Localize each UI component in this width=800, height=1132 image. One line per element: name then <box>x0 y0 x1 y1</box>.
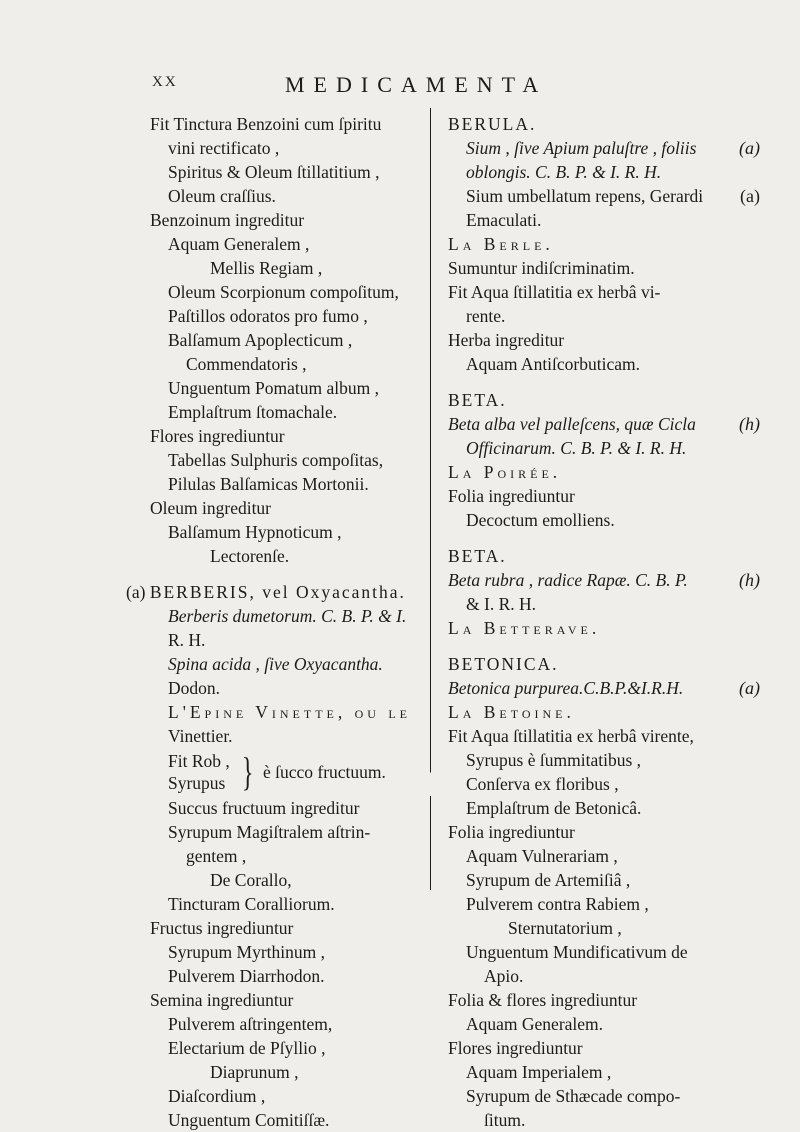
line-text: Beta rubra , radice Rapæ. C. B. P. <box>448 570 688 590</box>
text-line: Aquam Imperialem , <box>466 1062 612 1082</box>
text-line: vini rectificato , <box>168 138 280 158</box>
line-text: Beta alba vel palleſcens, quæ Cicla <box>448 414 696 434</box>
text-line: Tincturam Coralliorum. <box>168 894 335 914</box>
text-line: Folia ingrediuntur <box>448 822 575 842</box>
footnote-marker: (h) <box>739 570 760 590</box>
text-line: Diaſcordium , <box>168 1086 266 1106</box>
text-line: Decoctum emolliens. <box>466 510 615 530</box>
text-line: gentem , <box>186 846 247 866</box>
text-line: Oleum Scorpionum compoſitum, <box>168 282 399 302</box>
text-line: Fit Aqua ſtillatitia ex herbâ virente, <box>448 726 694 746</box>
brace-symbol: } <box>241 749 254 794</box>
text-line <box>448 412 760 436</box>
text-line: Syrupum de Artemiſiâ , <box>466 870 631 890</box>
french-name: La Poirée. <box>448 462 562 482</box>
text-line: oblongis. C. B. P. & I. R. H. <box>466 162 662 182</box>
text-line: Paſtillos odoratos pro fumo , <box>168 306 368 326</box>
text-line: ſitum. <box>484 1110 526 1130</box>
text-line: Benzoinum ingreditur <box>150 210 305 230</box>
french-name: La Betoine. <box>448 702 575 722</box>
text-line <box>448 676 760 700</box>
text-line: Balſamum Apoplecticum , <box>168 330 353 350</box>
text-line: Semina ingrediuntur <box>150 990 294 1010</box>
text-line: Commendatoris , <box>186 354 307 374</box>
text-line: Succus fructuum ingreditur <box>168 798 360 818</box>
text-line <box>448 568 760 592</box>
text-line: Syrupus è ſummitatibus , <box>466 750 641 770</box>
text-line: Syrupum Magiſtralem aſtrin- <box>168 822 371 842</box>
french-name: La Berle. <box>448 234 554 254</box>
text-line: Fructus ingrediuntur <box>150 918 294 938</box>
page-number: XX <box>152 74 178 90</box>
text-line: Folia ingrediuntur <box>448 486 575 506</box>
text-line <box>448 184 760 208</box>
line-text: Sium , ſive Apium paluſtre , foliis <box>466 138 697 158</box>
french-name: La Betterave. <box>448 618 601 638</box>
text-line: Officinarum. C. B. P. & I. R. H. <box>466 438 687 458</box>
text-line: Oleum craſſius. <box>168 186 276 206</box>
footnote-marker: (h) <box>739 414 760 434</box>
entry-heading <box>126 580 425 604</box>
text-line: Pulverem Diarrhodon. <box>168 966 325 986</box>
text-line: Pulverem contra Rabiem , <box>466 894 649 914</box>
text-line: Mellis Regiam , <box>210 258 323 278</box>
footnote-marker: (a) <box>739 138 760 158</box>
entry-title: BERULA. <box>448 114 537 134</box>
text-line: R. H. <box>168 630 206 650</box>
text-line: Aquam Antiſcorbuticam. <box>466 354 640 374</box>
text-line: Spina acida , ſive Oxyacantha. <box>168 654 383 674</box>
footnote-marker: (a) <box>126 582 146 602</box>
entry-title: BETONICA. <box>448 654 559 674</box>
text-line: De Corallo, <box>210 870 292 890</box>
text-line: Sternutatorium , <box>508 918 622 938</box>
text-line: Spiritus & Oleum ſtillatitium , <box>168 162 380 182</box>
text-line: rente. <box>466 306 506 326</box>
text-line: Berberis dumetorum. C. B. P. & I. <box>168 606 407 626</box>
text-line: Aquam Vulnerariam , <box>466 846 618 866</box>
text-line: Vinettier. <box>168 726 233 746</box>
text-line: Balſamum Hypnoticum , <box>168 522 342 542</box>
line-text: Betonica purpurea.C.B.P.&I.R.H. <box>448 678 684 698</box>
footnote-marker: (a) <box>739 678 760 698</box>
text-line: Diaprunum , <box>210 1062 299 1082</box>
column-divider <box>430 108 431 890</box>
line-text: Sium umbellatum repens, Gerardi <box>466 186 704 206</box>
text-line: Dodon. <box>168 678 221 698</box>
entry-title: BERBERIS, vel Oxyacantha. <box>149 582 406 602</box>
text-line: Pilulas Balſamicas Mortonii. <box>168 474 369 494</box>
text-line <box>448 136 760 160</box>
brace-group <box>150 748 425 796</box>
text-line: Sumuntur indiſcriminatim. <box>448 258 635 278</box>
text-line: Fit Aqua ſtillatitia ex herbâ vi- <box>448 282 661 302</box>
text-line: Aquam Generalem. <box>466 1014 604 1034</box>
text-line: Aquam Generalem , <box>168 234 310 254</box>
text-line: è ſucco fructuum. <box>262 762 386 782</box>
footnote-marker: (a) <box>740 186 760 206</box>
running-header <box>0 72 800 102</box>
text-line: Unguentum Comitiſſæ. <box>168 1110 330 1130</box>
text-line: Lectorenſe. <box>210 546 290 566</box>
text-line: Folia & flores ingrediuntur <box>448 990 638 1010</box>
text-line: Herba ingreditur <box>448 330 565 350</box>
text-line: Emplaſtrum ſtomachale. <box>168 402 338 422</box>
text-line: Oleum ingreditur <box>150 498 272 518</box>
text-line: Electarium de Pſyllio , <box>168 1038 326 1058</box>
text-line: Flores ingrediuntur <box>448 1038 583 1058</box>
french-name: L'Epine Vinette, ou le <box>168 702 411 722</box>
text-line: Apio. <box>484 966 524 986</box>
text-line: Fit Rob , <box>168 751 230 771</box>
text-line: Fit Tinctura Benzoini cum ſpiritu <box>150 114 382 134</box>
text-line: Syrupum Myrthinum , <box>168 942 326 962</box>
entry-title: BETA. <box>448 390 507 410</box>
text-line: Flores ingrediuntur <box>150 426 285 446</box>
left-column <box>126 112 425 1132</box>
text-line: Unguentum Pomatum album , <box>168 378 379 398</box>
text-line: Pulverem aſtringentem, <box>168 1014 333 1034</box>
running-title: MEDICAMENTA <box>285 72 548 97</box>
right-column <box>448 112 760 1132</box>
text-line: Syrupus <box>168 773 226 793</box>
text-line: Syrupum de Sthæcade compo- <box>466 1086 681 1106</box>
text-line: Conſerva ex floribus , <box>466 774 619 794</box>
text-line: & I. R. H. <box>466 594 536 614</box>
text-line: Unguentum Mundificativum de <box>466 942 688 962</box>
text-line: Emaculati. <box>466 210 542 230</box>
text-line: Tabellas Sulphuris compoſitas, <box>168 450 384 470</box>
entry-title: BETA. <box>448 546 507 566</box>
text-line: Emplaſtrum de Betonicâ. <box>466 798 642 818</box>
